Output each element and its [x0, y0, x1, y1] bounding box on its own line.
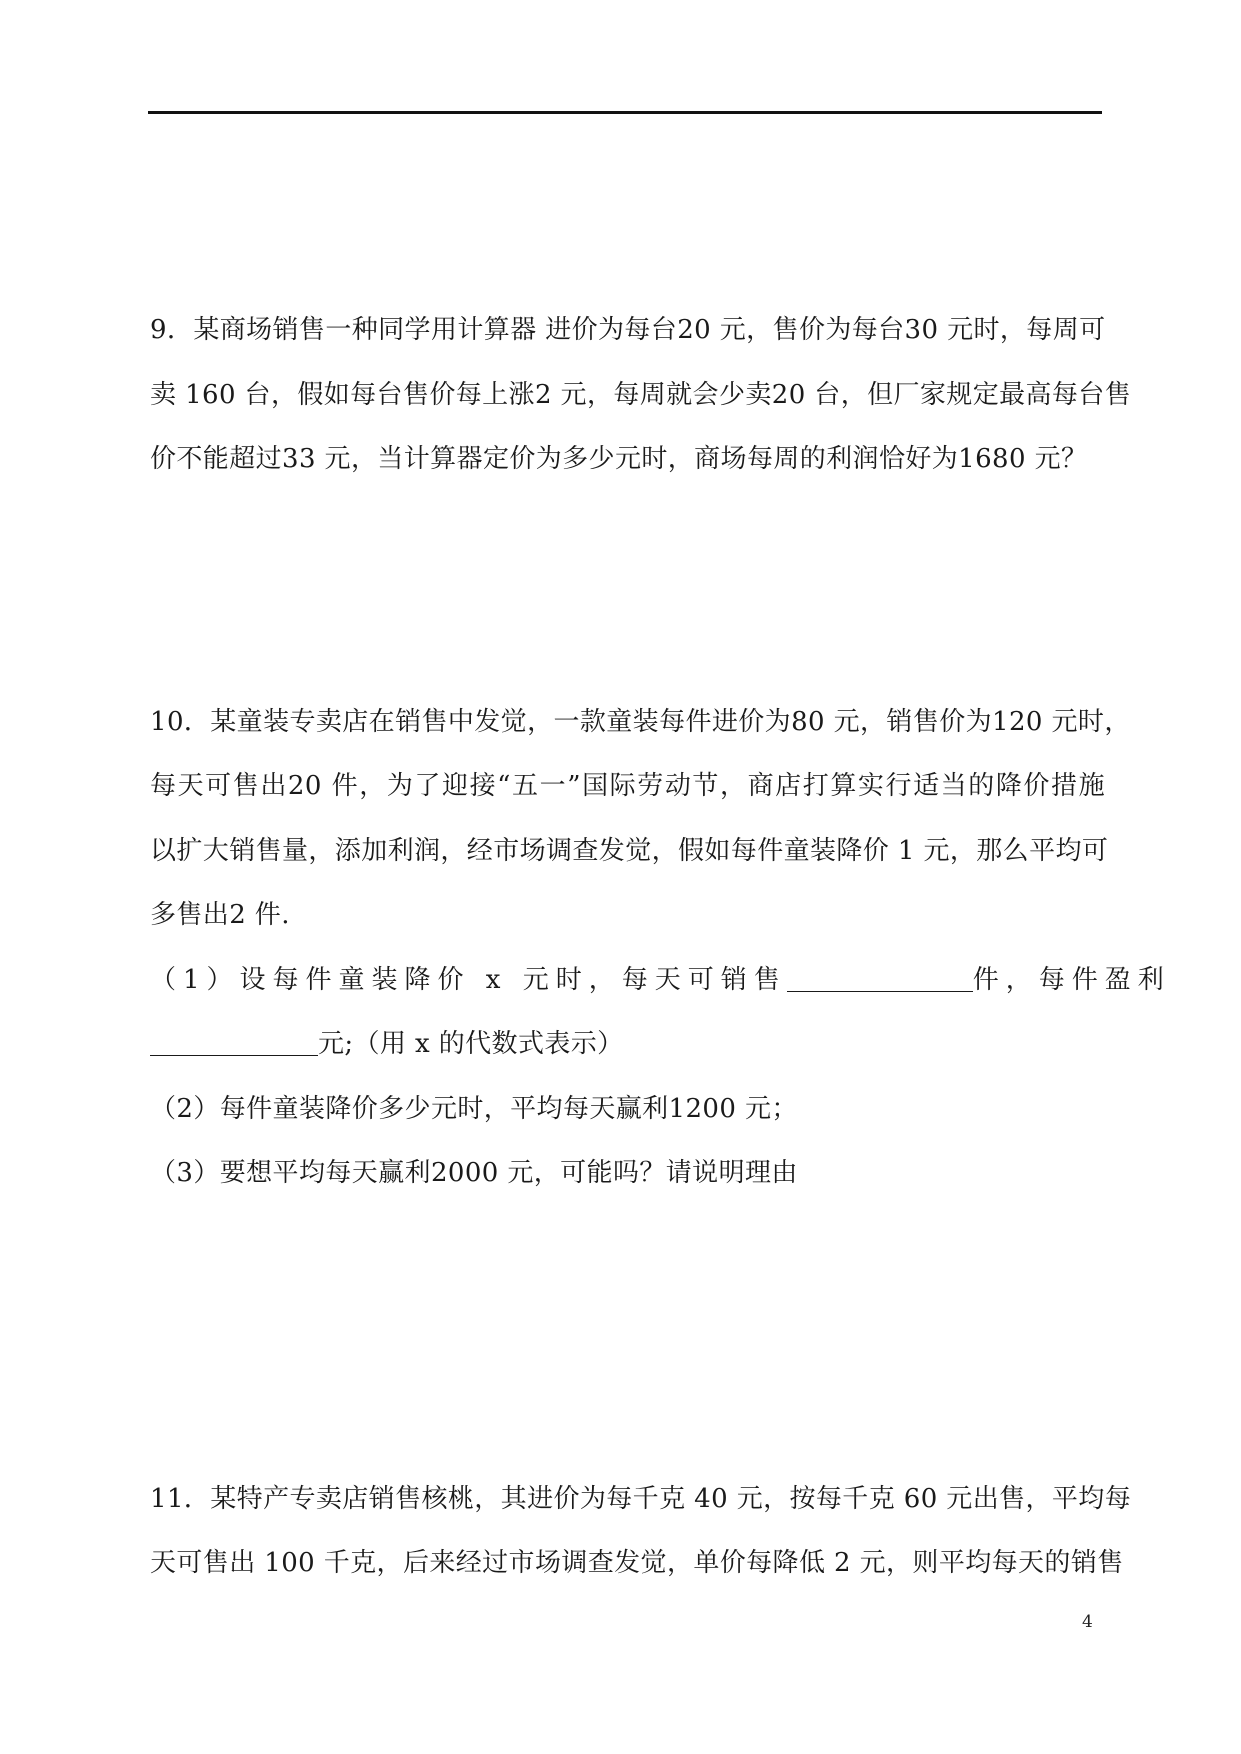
problem-10-line-3: 以扩大销售量，添加利润，经市场调查发觉，假如每件童装降价 1 元，那么平均可 [150, 836, 1109, 866]
problem-9-line-2: 卖 160 台，假如每台售价每上涨2 元，每周就会少卖20 台，但厂家规定最高每台售 [150, 380, 1132, 410]
problem-11-line-2: 天可售出 100 千克，后来经过市场调查发觉，单价每降低 2 元，则平均每天的销售 [150, 1548, 1124, 1578]
header-rule [148, 111, 1102, 114]
sub1-part-b: 件，每件盈利 [972, 965, 1171, 995]
problem-10-sub1-line-2 [150, 1027, 1105, 1061]
problem-10-sub1-line-1 [150, 963, 1171, 997]
page-number: 4 [1082, 1612, 1093, 1632]
problem-10-line-4: 多售出2 件. [150, 900, 290, 930]
problem-9-line-3: 价不能超过33 元，当计算器定价为多少元时，商场每周的利润恰好为1680 元？ [150, 444, 1088, 474]
sub1-part-a: （1）设每件童装降价 x 元时，每天可销售 [150, 965, 787, 995]
sub1-part-c: 元;（用 x 的代数式表示） [318, 1029, 624, 1059]
problem-11-line-1: 11．某特产专卖店销售核桃，其进价为每千克 40 元，按每千克 60 元出售，平均每 [150, 1484, 1132, 1514]
problem-10-sub2: （2）每件童装降价多少元时，平均每天赢利1200 元； [150, 1094, 798, 1124]
problem-10-line-2: 每天可售出20 件，为了迎接“五一”国际劳动节，商店打算实行适当的降价措施 [150, 771, 1105, 801]
problem-9-line-1: 9．某商场销售一种同学用计算器 进价为每台20 元，售价为每台30 元时，每周可 [150, 315, 1106, 345]
problem-10-line-1: 10．某童装专卖店在销售中发觉，一款童装每件进价为80 元，销售价为120 元时， [150, 707, 1131, 737]
sub1-blank-1 [787, 965, 973, 992]
problem-10-sub3: （3）要想平均每天赢利2000 元，可能吗？请说明理由 [150, 1158, 798, 1188]
sub1-blank-2 [150, 1029, 318, 1056]
